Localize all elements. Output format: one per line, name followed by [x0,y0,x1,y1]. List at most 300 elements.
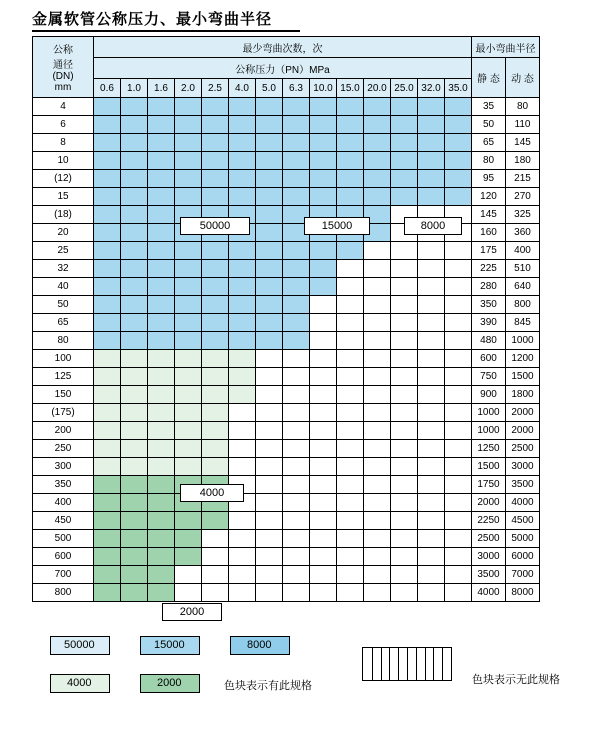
spec-cell [364,332,391,350]
static-radius-cell: 1000 [472,404,506,422]
spec-cell [418,170,445,188]
spec-cell [445,98,472,116]
spec-cell [310,584,337,602]
spec-cell [283,188,310,206]
spec-cell [283,278,310,296]
table-row [33,422,540,440]
spec-cell [364,188,391,206]
dn-cell: 150 [33,386,94,404]
spec-cell [175,350,202,368]
table-row [33,494,540,512]
header-row-2 [33,58,540,79]
spec-cell [391,404,418,422]
spec-cell [337,458,364,476]
spec-cell [121,386,148,404]
table-row [33,458,540,476]
spec-cell [418,368,445,386]
spec-cell [256,422,283,440]
table-row [33,314,540,332]
spec-cell [202,242,229,260]
static-radius-cell: 1750 [472,476,506,494]
spec-cell [445,368,472,386]
spec-cell [148,134,175,152]
spec-cell [148,494,175,512]
spec-cell [418,530,445,548]
legend-label-8000: 8000 [247,639,272,651]
spec-cell [445,278,472,296]
spec-cell [418,350,445,368]
spec-cell [337,116,364,134]
spec-cell [418,278,445,296]
pressure-column-header: 2.5 [202,79,229,98]
spec-cell [445,566,472,584]
spec-cell [94,170,121,188]
spec-cell [94,584,121,602]
dn-cell: 100 [33,350,94,368]
dn-cell: 15 [33,188,94,206]
table-row [33,530,540,548]
spec-cell [148,152,175,170]
spec-cell [364,440,391,458]
spec-cell [310,170,337,188]
spec-cell [445,584,472,602]
spec-cell [310,494,337,512]
spec-cell [445,170,472,188]
static-radius-cell: 750 [472,368,506,386]
spec-cell [121,368,148,386]
dynamic-radius-cell: 1800 [506,386,540,404]
spec-cell [121,404,148,422]
spec-cell [229,260,256,278]
dn-cell: 8 [33,134,94,152]
spec-cell [175,422,202,440]
spec-cell [364,458,391,476]
spec-cell [445,494,472,512]
dn-cell: 450 [33,512,94,530]
legend-empty-divider [407,648,408,680]
dn-cell: 65 [33,314,94,332]
spec-cell [94,350,121,368]
spec-cell [121,134,148,152]
static-radius-header: 静 态 [472,58,506,98]
spec-cell [256,188,283,206]
spec-cell [94,494,121,512]
table-row [33,296,540,314]
dn-cell: (12) [33,170,94,188]
pressure-column-header: 2.0 [175,79,202,98]
dn-header-line-4: mm [54,82,72,93]
spec-cell [121,296,148,314]
page-title: 金属软管公称压力、最小弯曲半径 [32,12,273,28]
dynamic-radius-cell: 400 [506,242,540,260]
legend-empty-divider [433,648,434,680]
spec-cell [121,458,148,476]
dn-header-line-1: 公称 [53,45,73,56]
spec-cell [364,494,391,512]
spec-cell [148,566,175,584]
spec-cell [418,458,445,476]
spec-cell [175,548,202,566]
spec-cell [229,368,256,386]
spec-cell [445,386,472,404]
pressure-column-header: 15.0 [337,79,364,98]
spec-cell [283,152,310,170]
spec-cell [364,530,391,548]
spec-cell [94,476,121,494]
spec-cell [391,458,418,476]
table-row [33,566,540,584]
spec-cell [283,170,310,188]
spec-cell [310,296,337,314]
spec-cell [283,404,310,422]
spec-cell [445,530,472,548]
legend-label-15000: 15000 [154,639,185,651]
spec-cell [148,368,175,386]
spec-cell [148,512,175,530]
spec-cell [94,278,121,296]
spec-cell [94,206,121,224]
spec-cell [337,494,364,512]
spec-cell [445,458,472,476]
spec-cell [175,278,202,296]
pressure-column-header: 32.0 [418,79,445,98]
spec-cell [229,242,256,260]
spec-cell [256,170,283,188]
spec-cell [445,332,472,350]
dn-header-line-3: (DN) [52,71,74,82]
dynamic-radius-cell: 510 [506,260,540,278]
spec-cell [337,98,364,116]
spec-cell [94,440,121,458]
legend-empty-divider [416,648,417,680]
spec-cell [175,296,202,314]
spec-cell [229,566,256,584]
header-row-3-pressure-values [33,79,540,98]
spec-cell [175,332,202,350]
spec-cell [310,116,337,134]
dynamic-radius-cell: 215 [506,170,540,188]
spec-cell [94,458,121,476]
spec-cell [364,116,391,134]
spec-cell [364,422,391,440]
dynamic-radius-cell: 325 [506,206,540,224]
spec-cell [283,440,310,458]
spec-cell [364,404,391,422]
spec-cell [148,350,175,368]
spec-cell [283,422,310,440]
spec-cell [94,512,121,530]
spec-cell [418,584,445,602]
dynamic-radius-cell: 180 [506,152,540,170]
dn-cell: 80 [33,332,94,350]
dynamic-radius-cell: 360 [506,224,540,242]
spec-cell [94,134,121,152]
spec-cell [391,152,418,170]
spec-cell [283,512,310,530]
spec-cell [148,260,175,278]
spec-cell [148,422,175,440]
spec-cell [391,494,418,512]
pressure-column-header: 4.0 [229,79,256,98]
spec-cell [310,368,337,386]
spec-cell [391,170,418,188]
spec-cell [364,134,391,152]
spec-cell [256,242,283,260]
spec-cell [337,386,364,404]
spec-cell [229,134,256,152]
spec-cell [256,134,283,152]
spec-cell [283,476,310,494]
spec-cell [445,548,472,566]
spec-cell [229,116,256,134]
spec-cell [391,440,418,458]
spec-cell [202,278,229,296]
spec-cell [148,278,175,296]
spec-cell [175,152,202,170]
spec-cell [418,476,445,494]
dynamic-radius-cell: 145 [506,134,540,152]
pressure-header: 公称压力（PN）MPa [94,58,472,79]
spec-cell [229,458,256,476]
static-radius-cell: 900 [472,386,506,404]
spec-cell [229,278,256,296]
bend-radius-header: 最小弯曲半径 [472,37,540,58]
spec-cell [337,260,364,278]
spec-cell [418,296,445,314]
pressure-column-header: 1.0 [121,79,148,98]
spec-cell [256,332,283,350]
spec-cell [310,530,337,548]
spec-cell [418,242,445,260]
spec-cell [229,296,256,314]
spec-cell [256,350,283,368]
spec-cell [256,584,283,602]
spec-cell [202,350,229,368]
dn-cell: 200 [33,422,94,440]
bend-count-header: 最少弯曲次数，次 [94,37,472,58]
table-row [33,386,540,404]
static-radius-cell: 80 [472,152,506,170]
spec-cell [283,530,310,548]
spec-cell [94,314,121,332]
spec-cell [283,314,310,332]
spec-cell [310,314,337,332]
spec-cell [391,314,418,332]
spec-cell [94,404,121,422]
spec-cell [391,548,418,566]
static-radius-cell: 3000 [472,548,506,566]
table-row [33,170,540,188]
static-radius-cell: 3500 [472,566,506,584]
spec-cell [121,512,148,530]
dynamic-radius-cell: 800 [506,296,540,314]
pressure-column-header: 0.6 [94,79,121,98]
spec-cell [337,404,364,422]
spec-cell [94,296,121,314]
spec-cell [310,566,337,584]
spec-cell [202,116,229,134]
dynamic-radius-cell: 1200 [506,350,540,368]
static-radius-cell: 600 [472,350,506,368]
spec-cell [202,530,229,548]
spec-cell [418,548,445,566]
static-radius-cell: 1500 [472,458,506,476]
spec-cell [121,170,148,188]
dynamic-radius-cell: 3000 [506,458,540,476]
spec-cell [445,188,472,206]
spec-cell [418,260,445,278]
spec-cell [94,566,121,584]
dynamic-radius-cell: 640 [506,278,540,296]
spec-cell [256,278,283,296]
table-row [33,368,540,386]
static-radius-cell: 2000 [472,494,506,512]
dn-header-line-2: 通径 [53,60,73,71]
spec-cell [229,422,256,440]
spec-cell [310,422,337,440]
spec-cell [148,98,175,116]
static-radius-cell: 35 [472,98,506,116]
spec-cell [310,476,337,494]
spec-cell [175,314,202,332]
spec-cell [283,242,310,260]
spec-cell [202,368,229,386]
spec-cell [310,386,337,404]
spec-cell [337,170,364,188]
spec-cell [121,98,148,116]
dynamic-radius-cell: 80 [506,98,540,116]
static-radius-cell: 120 [472,188,506,206]
spec-cell [202,386,229,404]
dynamic-radius-cell: 1000 [506,332,540,350]
spec-cell [121,530,148,548]
legend-empty-divider [425,648,426,680]
table-body [33,98,540,602]
spec-cell [310,350,337,368]
spec-cell [364,350,391,368]
spec-cell [94,242,121,260]
spec-cell [283,116,310,134]
spec-cell [256,548,283,566]
table-row [33,224,540,242]
spec-cell [445,296,472,314]
spec-cell [202,512,229,530]
legend-label-50000: 50000 [64,639,95,651]
spec-cell [202,548,229,566]
spec-cell [337,530,364,548]
spec-cell [148,116,175,134]
spec-cell [391,242,418,260]
static-radius-cell: 225 [472,260,506,278]
spec-cell [94,152,121,170]
spec-cell [418,422,445,440]
spec-cell [175,170,202,188]
dn-cell: 400 [33,494,94,512]
table-row [33,476,540,494]
dn-cell: 600 [33,548,94,566]
spec-cell [148,476,175,494]
spec-cell [202,188,229,206]
spec-cell [445,134,472,152]
dynamic-radius-cell: 2000 [506,404,540,422]
spec-cell [418,404,445,422]
spec-cell [148,296,175,314]
spec-cell [391,134,418,152]
spec-cell [229,152,256,170]
spec-cell [121,278,148,296]
spec-cell [364,152,391,170]
spec-cell [418,494,445,512]
legend-empty-divider [398,648,399,680]
spec-cell [256,458,283,476]
dn-cell: 10 [33,152,94,170]
spec-cell [445,476,472,494]
spec-cell [445,422,472,440]
spec-cell [202,440,229,458]
spec-cell [175,566,202,584]
spec-cell [148,548,175,566]
static-radius-cell: 4000 [472,584,506,602]
spec-cell [418,386,445,404]
spec-cell [229,170,256,188]
spec-cell [148,224,175,242]
table-row [33,98,540,116]
spec-cell [202,134,229,152]
static-radius-cell: 480 [472,332,506,350]
spec-cell [418,440,445,458]
dn-cell: (175) [33,404,94,422]
spec-cell [121,314,148,332]
spec-cell [121,566,148,584]
dynamic-radius-cell: 845 [506,314,540,332]
spec-cell [256,206,283,224]
spec-cell [121,224,148,242]
spec-cell [94,368,121,386]
spec-cell [229,350,256,368]
dn-cell: 250 [33,440,94,458]
spec-cell [175,440,202,458]
spec-cell [121,242,148,260]
dn-cell: 25 [33,242,94,260]
spec-cell [364,278,391,296]
overlay-value-label: 50000 [180,217,250,235]
spec-cell [148,170,175,188]
title-underline [32,30,300,32]
spec-cell [175,530,202,548]
spec-cell [337,584,364,602]
spec-cell [256,98,283,116]
pressure-column-header: 1.6 [148,79,175,98]
table-row [33,260,540,278]
spec-cell [202,584,229,602]
legend-label-4000: 4000 [67,677,92,689]
dynamic-radius-cell: 7000 [506,566,540,584]
spec-cell [418,566,445,584]
spec-cell [364,314,391,332]
spec-cell [391,188,418,206]
table-row [33,116,540,134]
table-row [33,206,540,224]
spec-cell [202,296,229,314]
spec-cell [148,440,175,458]
spec-cell [391,476,418,494]
spec-cell [283,98,310,116]
overlay-value-label: 15000 [304,217,370,235]
spec-cell [121,476,148,494]
spec-cell [175,584,202,602]
spec-cell [418,134,445,152]
table-row [33,584,540,602]
